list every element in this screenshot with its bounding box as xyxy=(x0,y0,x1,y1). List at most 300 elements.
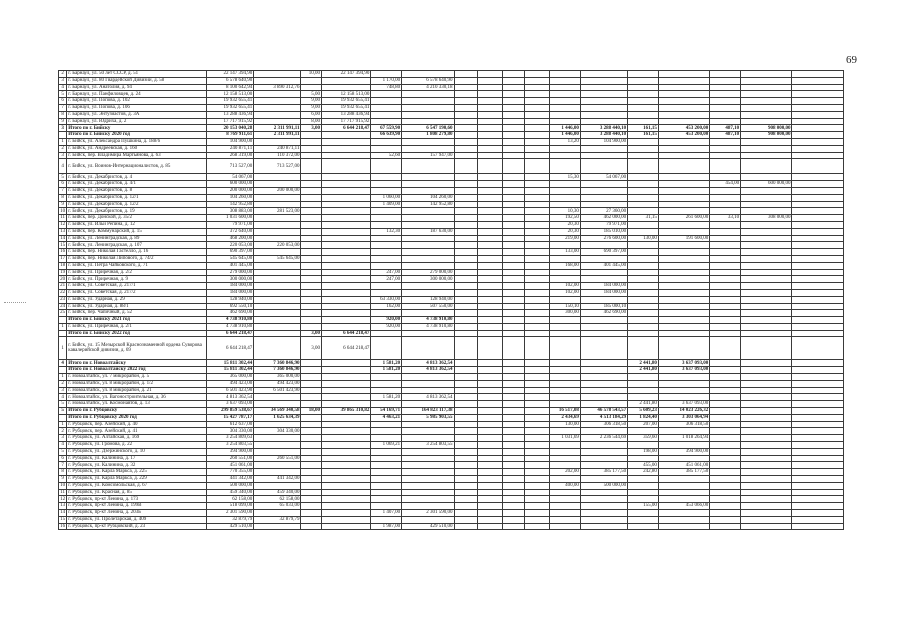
row-index-cell: 6 xyxy=(59,455,67,462)
row-index-cell xyxy=(59,330,67,337)
value-cell: 690 397,00 xyxy=(580,249,627,256)
value-cell xyxy=(710,145,741,152)
value-cell xyxy=(710,496,741,503)
table-row xyxy=(59,77,844,84)
value-cell xyxy=(628,91,659,98)
value-cell xyxy=(658,289,709,296)
value-cell xyxy=(550,394,581,401)
value-cell: 454,00 xyxy=(710,181,741,188)
table-row xyxy=(59,401,844,408)
value-cell: 5,00 xyxy=(301,91,322,98)
value-cell: 545 645,00 xyxy=(206,255,253,262)
value-cell xyxy=(710,510,741,517)
value-cell xyxy=(301,421,322,428)
value-cell xyxy=(478,221,503,228)
table-row xyxy=(59,448,844,455)
table-row xyxy=(59,496,844,503)
value-cell xyxy=(710,262,741,269)
address-cell: г. Рубцовск, ул. Карла Маркса, д. 225 xyxy=(67,469,207,476)
value-cell xyxy=(371,235,402,242)
value-cell xyxy=(322,421,371,428)
value-cell: 62 158,00 xyxy=(254,496,301,503)
value-cell: 500 000,00 xyxy=(580,482,627,489)
value-cell xyxy=(710,503,741,510)
value-cell xyxy=(502,215,525,222)
value-cell xyxy=(502,414,525,421)
value-cell xyxy=(478,448,503,455)
value-cell: 52,60 xyxy=(371,152,402,159)
value-cell: 8 769 911,61 xyxy=(206,132,253,139)
value-cell xyxy=(628,337,659,360)
value-cell xyxy=(402,145,454,152)
value-cell: 20 153 040,28 xyxy=(206,125,253,132)
value-cell xyxy=(402,310,454,317)
value-cell: 1 625 634,39 xyxy=(254,414,301,421)
value-cell xyxy=(502,510,525,517)
value-cell xyxy=(550,360,581,367)
value-cell xyxy=(525,174,550,181)
value-cell xyxy=(454,289,478,296)
value-cell xyxy=(580,476,627,483)
empty-cell xyxy=(792,255,844,262)
value-cell xyxy=(710,380,741,387)
value-cell xyxy=(454,215,478,222)
value-cell xyxy=(454,269,478,276)
value-cell xyxy=(580,111,627,118)
value-cell xyxy=(254,469,301,476)
value-cell: 161,15 xyxy=(628,125,659,132)
table-row xyxy=(59,455,844,462)
value-cell: 39 865 310,82 xyxy=(322,408,371,415)
value-cell: 104 900,00 xyxy=(206,138,253,145)
margin-mark xyxy=(4,302,26,303)
table-row xyxy=(59,435,844,442)
value-cell xyxy=(502,283,525,290)
value-cell xyxy=(371,435,402,442)
value-cell xyxy=(402,516,454,523)
value-cell xyxy=(371,138,402,145)
table-row xyxy=(59,249,844,256)
value-cell: 157 947,00 xyxy=(402,152,454,159)
value-cell xyxy=(478,132,503,139)
value-cell xyxy=(371,181,402,188)
value-cell xyxy=(301,221,322,228)
table-row xyxy=(59,145,844,152)
value-cell: 1 170,00 xyxy=(371,77,402,84)
empty-cell xyxy=(792,323,844,330)
row-index-cell: 2 xyxy=(59,71,67,78)
value-cell xyxy=(254,194,301,201)
value-cell xyxy=(478,421,503,428)
value-cell xyxy=(502,421,525,428)
row-index-cell: 8 xyxy=(59,469,67,476)
value-cell xyxy=(371,187,402,194)
value-cell xyxy=(402,462,454,469)
value-cell xyxy=(371,374,402,381)
value-cell xyxy=(502,228,525,235)
table-row xyxy=(59,482,844,489)
value-cell xyxy=(628,187,659,194)
value-cell xyxy=(301,401,322,408)
table-row xyxy=(59,235,844,242)
address-cell: г. Рубцовск, пер. Азейский, д. 41 xyxy=(67,428,207,435)
value-cell xyxy=(322,462,371,469)
value-cell xyxy=(454,303,478,310)
value-cell xyxy=(502,125,525,132)
value-cell: 7 360 846,90 xyxy=(254,360,301,367)
value-cell: 10,00 xyxy=(301,71,322,78)
value-cell: 9,00 xyxy=(301,98,322,105)
row-index-cell xyxy=(59,414,67,421)
value-cell xyxy=(478,201,503,208)
table-row xyxy=(59,516,844,523)
value-cell xyxy=(580,330,627,337)
address-cell: г. Барнаул, ул. 80 Гвардейской Дивизии, д. 58 xyxy=(67,77,207,84)
address-cell: г. Новоалтайск, ул. 8 микрорайон, д. 1/2 xyxy=(67,380,207,387)
value-cell xyxy=(301,289,322,296)
value-cell xyxy=(741,428,792,435)
value-cell: 401 445,00 xyxy=(206,262,253,269)
value-cell xyxy=(402,208,454,215)
value-cell xyxy=(301,262,322,269)
value-cell xyxy=(502,516,525,523)
value-cell xyxy=(710,201,741,208)
value-cell xyxy=(478,71,503,78)
row-index-cell: 19 xyxy=(60,269,66,275)
value-cell xyxy=(478,374,503,381)
value-cell: 3 890 312,76 xyxy=(254,84,301,91)
value-cell xyxy=(371,476,402,483)
value-cell xyxy=(454,374,478,381)
value-cell xyxy=(628,394,659,401)
row-index-cell: 4 xyxy=(59,360,67,367)
value-cell xyxy=(741,283,792,290)
value-cell xyxy=(628,283,659,290)
value-cell xyxy=(301,235,322,242)
value-cell: 518 099,00 xyxy=(206,503,253,510)
value-cell xyxy=(254,181,301,188)
value-cell: 128 940,00 xyxy=(206,296,253,303)
value-cell xyxy=(322,84,371,91)
value-cell xyxy=(322,174,371,181)
row-index-cell: 14 xyxy=(60,235,66,241)
value-cell xyxy=(322,476,371,483)
value-cell xyxy=(301,310,322,317)
value-cell xyxy=(371,401,402,408)
value-cell xyxy=(478,208,503,215)
value-cell xyxy=(402,489,454,496)
value-cell xyxy=(580,201,627,208)
value-cell xyxy=(402,138,454,145)
value-cell xyxy=(580,380,627,387)
value-cell xyxy=(454,249,478,256)
value-cell: 279 000,00 xyxy=(206,269,253,276)
value-cell xyxy=(550,98,581,105)
value-cell xyxy=(580,367,627,374)
value-cell xyxy=(478,337,503,360)
value-cell xyxy=(371,104,402,111)
value-cell xyxy=(454,159,478,174)
value-cell xyxy=(741,235,792,242)
value-cell xyxy=(502,221,525,228)
value-cell xyxy=(478,242,503,249)
value-cell xyxy=(580,145,627,152)
value-cell xyxy=(502,380,525,387)
value-cell xyxy=(658,303,709,310)
value-cell: 155,00 xyxy=(628,503,659,510)
value-cell: 22 147 394,90 xyxy=(322,71,371,78)
value-cell xyxy=(371,215,402,222)
value-cell: 2 236 544,69 xyxy=(580,435,627,442)
value-cell: 150,10 xyxy=(550,303,581,310)
value-cell: 33,10 xyxy=(710,215,741,222)
value-cell xyxy=(301,255,322,262)
value-cell: 19 932 655,41 xyxy=(322,98,371,105)
row-index-cell: 11 xyxy=(60,489,66,495)
value-cell xyxy=(301,442,322,449)
value-cell xyxy=(322,310,371,317)
value-cell xyxy=(710,482,741,489)
value-cell xyxy=(525,208,550,215)
value-cell xyxy=(454,367,478,374)
table-row xyxy=(59,394,844,401)
value-cell: 247,00 xyxy=(371,276,402,283)
value-cell: 306 318,50 xyxy=(580,421,627,428)
value-cell xyxy=(454,462,478,469)
value-cell xyxy=(502,303,525,310)
value-cell xyxy=(301,249,322,256)
value-cell xyxy=(301,138,322,145)
value-cell xyxy=(478,442,503,449)
value-cell xyxy=(454,104,478,111)
value-cell xyxy=(454,360,478,367)
value-cell xyxy=(322,276,371,283)
value-cell xyxy=(502,428,525,435)
value-cell xyxy=(478,476,503,483)
value-cell: 268 319,00 xyxy=(206,152,253,159)
value-cell xyxy=(550,269,581,276)
value-cell xyxy=(301,394,322,401)
value-cell xyxy=(254,235,301,242)
value-cell xyxy=(525,181,550,188)
value-cell xyxy=(254,289,301,296)
value-cell xyxy=(371,516,402,523)
value-cell xyxy=(371,242,402,249)
value-cell: 4 738 910,80 xyxy=(206,323,253,330)
value-cell xyxy=(580,455,627,462)
value-cell xyxy=(371,221,402,228)
value-cell: 10,30 xyxy=(550,208,581,215)
value-cell xyxy=(478,111,503,118)
value-cell xyxy=(254,283,301,290)
value-cell xyxy=(741,496,792,503)
value-cell xyxy=(525,104,550,111)
value-cell: 920,00 xyxy=(371,323,402,330)
value-cell xyxy=(741,111,792,118)
value-cell xyxy=(710,296,741,303)
value-cell xyxy=(371,283,402,290)
value-cell xyxy=(628,152,659,159)
value-cell xyxy=(580,159,627,174)
address-cell: г. Бийск, ул. Советская, д. 217/2 xyxy=(67,289,207,296)
value-cell xyxy=(301,276,322,283)
value-cell xyxy=(628,181,659,188)
empty-cell xyxy=(792,330,844,337)
value-cell: 4 813 362,54 xyxy=(402,394,454,401)
table-row xyxy=(59,421,844,428)
value-cell: 385 177,50 xyxy=(658,469,709,476)
value-cell xyxy=(454,228,478,235)
value-cell xyxy=(478,387,503,394)
row-index-cell: 23 xyxy=(60,296,66,302)
value-cell: 104 260,00 xyxy=(402,194,454,201)
value-cell xyxy=(525,201,550,208)
table-row xyxy=(59,428,844,435)
address-cell: г. Рубцовск, пр-кт Ленина, д. 203Б xyxy=(67,510,207,517)
address-cell: г. Барнаул, ул. Анатолия, д. 94 xyxy=(67,84,207,91)
value-cell: 8 100 642,94 xyxy=(206,84,253,91)
value-cell xyxy=(550,462,581,469)
value-cell xyxy=(550,367,581,374)
value-cell xyxy=(525,310,550,317)
value-cell: 308 000,00 xyxy=(741,215,792,222)
value-cell: 462 000,00 xyxy=(580,215,627,222)
value-cell xyxy=(658,159,709,174)
value-cell xyxy=(322,159,371,174)
value-cell xyxy=(301,303,322,310)
value-cell xyxy=(254,174,301,181)
value-cell xyxy=(502,387,525,394)
value-cell xyxy=(658,91,709,98)
value-cell xyxy=(628,249,659,256)
value-cell: 459 340,00 xyxy=(254,489,301,496)
value-cell xyxy=(550,187,581,194)
value-cell xyxy=(478,401,503,408)
value-cell: 132,30 xyxy=(371,228,402,235)
empty-cell xyxy=(792,159,844,174)
value-cell xyxy=(550,489,581,496)
row-index-cell: 12 xyxy=(60,222,66,228)
value-cell: 6 578 640,90 xyxy=(206,77,253,84)
value-cell xyxy=(658,118,709,125)
value-cell xyxy=(402,289,454,296)
value-cell xyxy=(402,469,454,476)
value-cell: 18,00 xyxy=(301,408,322,415)
value-cell xyxy=(454,408,478,415)
value-cell xyxy=(580,269,627,276)
value-cell xyxy=(322,387,371,394)
value-cell xyxy=(371,71,402,78)
value-cell xyxy=(580,194,627,201)
empty-cell xyxy=(792,408,844,415)
value-cell xyxy=(658,187,709,194)
value-cell: 19 932 655,41 xyxy=(322,104,371,111)
value-cell xyxy=(402,242,454,249)
value-cell xyxy=(478,159,503,174)
value-cell: 1 018 264,94 xyxy=(658,435,709,442)
value-cell: 5 985 903,55 xyxy=(402,414,454,421)
value-cell: 32 879,79 xyxy=(254,516,301,523)
empty-cell xyxy=(792,303,844,310)
value-cell xyxy=(502,276,525,283)
empty-cell xyxy=(792,174,844,181)
value-cell xyxy=(502,496,525,503)
value-cell xyxy=(301,77,322,84)
value-cell xyxy=(525,401,550,408)
value-cell xyxy=(322,380,371,387)
value-cell xyxy=(658,276,709,283)
value-cell xyxy=(322,516,371,523)
value-cell xyxy=(710,235,741,242)
value-cell xyxy=(580,296,627,303)
value-cell xyxy=(525,187,550,194)
value-cell xyxy=(254,510,301,517)
value-cell xyxy=(525,289,550,296)
value-cell xyxy=(741,523,792,530)
value-cell xyxy=(550,374,581,381)
value-cell xyxy=(628,262,659,269)
value-cell xyxy=(301,84,322,91)
value-cell xyxy=(550,201,581,208)
value-cell xyxy=(371,118,402,125)
value-cell xyxy=(741,221,792,228)
value-cell xyxy=(478,289,503,296)
value-cell xyxy=(454,523,478,530)
value-cell xyxy=(402,435,454,442)
value-cell xyxy=(658,262,709,269)
value-cell xyxy=(454,118,478,125)
value-cell xyxy=(502,289,525,296)
value-cell: 202,00 xyxy=(550,469,581,476)
value-cell xyxy=(580,337,627,360)
value-cell: 15 811 302,44 xyxy=(206,360,253,367)
table-row xyxy=(59,303,844,310)
value-cell xyxy=(402,380,454,387)
empty-cell xyxy=(792,401,844,408)
value-cell: 304 330,00 xyxy=(254,428,301,435)
row-index-cell xyxy=(59,367,67,374)
value-cell: 185 010,00 xyxy=(580,228,627,235)
value-cell xyxy=(741,104,792,111)
value-cell xyxy=(502,489,525,496)
value-cell xyxy=(301,323,322,330)
value-cell xyxy=(710,242,741,249)
value-cell xyxy=(502,448,525,455)
value-cell: 5 609,23 xyxy=(628,408,659,415)
value-cell xyxy=(525,367,550,374)
value-cell xyxy=(322,262,371,269)
address-cell: г. Бийск, ул. Ленинградская, д. 107 xyxy=(67,242,207,249)
value-cell xyxy=(502,469,525,476)
value-cell xyxy=(402,71,454,78)
address-cell: г. Рубцовск, ул. Пролетарская, д. 409 xyxy=(67,516,207,523)
empty-cell xyxy=(792,111,844,118)
value-cell xyxy=(525,269,550,276)
value-cell xyxy=(710,469,741,476)
value-cell xyxy=(254,394,301,401)
table-row xyxy=(59,152,844,159)
value-cell: 20,30 xyxy=(550,228,581,235)
empty-cell xyxy=(792,523,844,530)
value-cell xyxy=(502,360,525,367)
row-index-cell: 12 xyxy=(60,496,66,502)
value-cell xyxy=(658,152,709,159)
value-cell xyxy=(550,337,581,360)
value-cell xyxy=(322,367,371,374)
value-cell xyxy=(658,174,709,181)
value-cell xyxy=(454,283,478,290)
value-cell xyxy=(254,435,301,442)
